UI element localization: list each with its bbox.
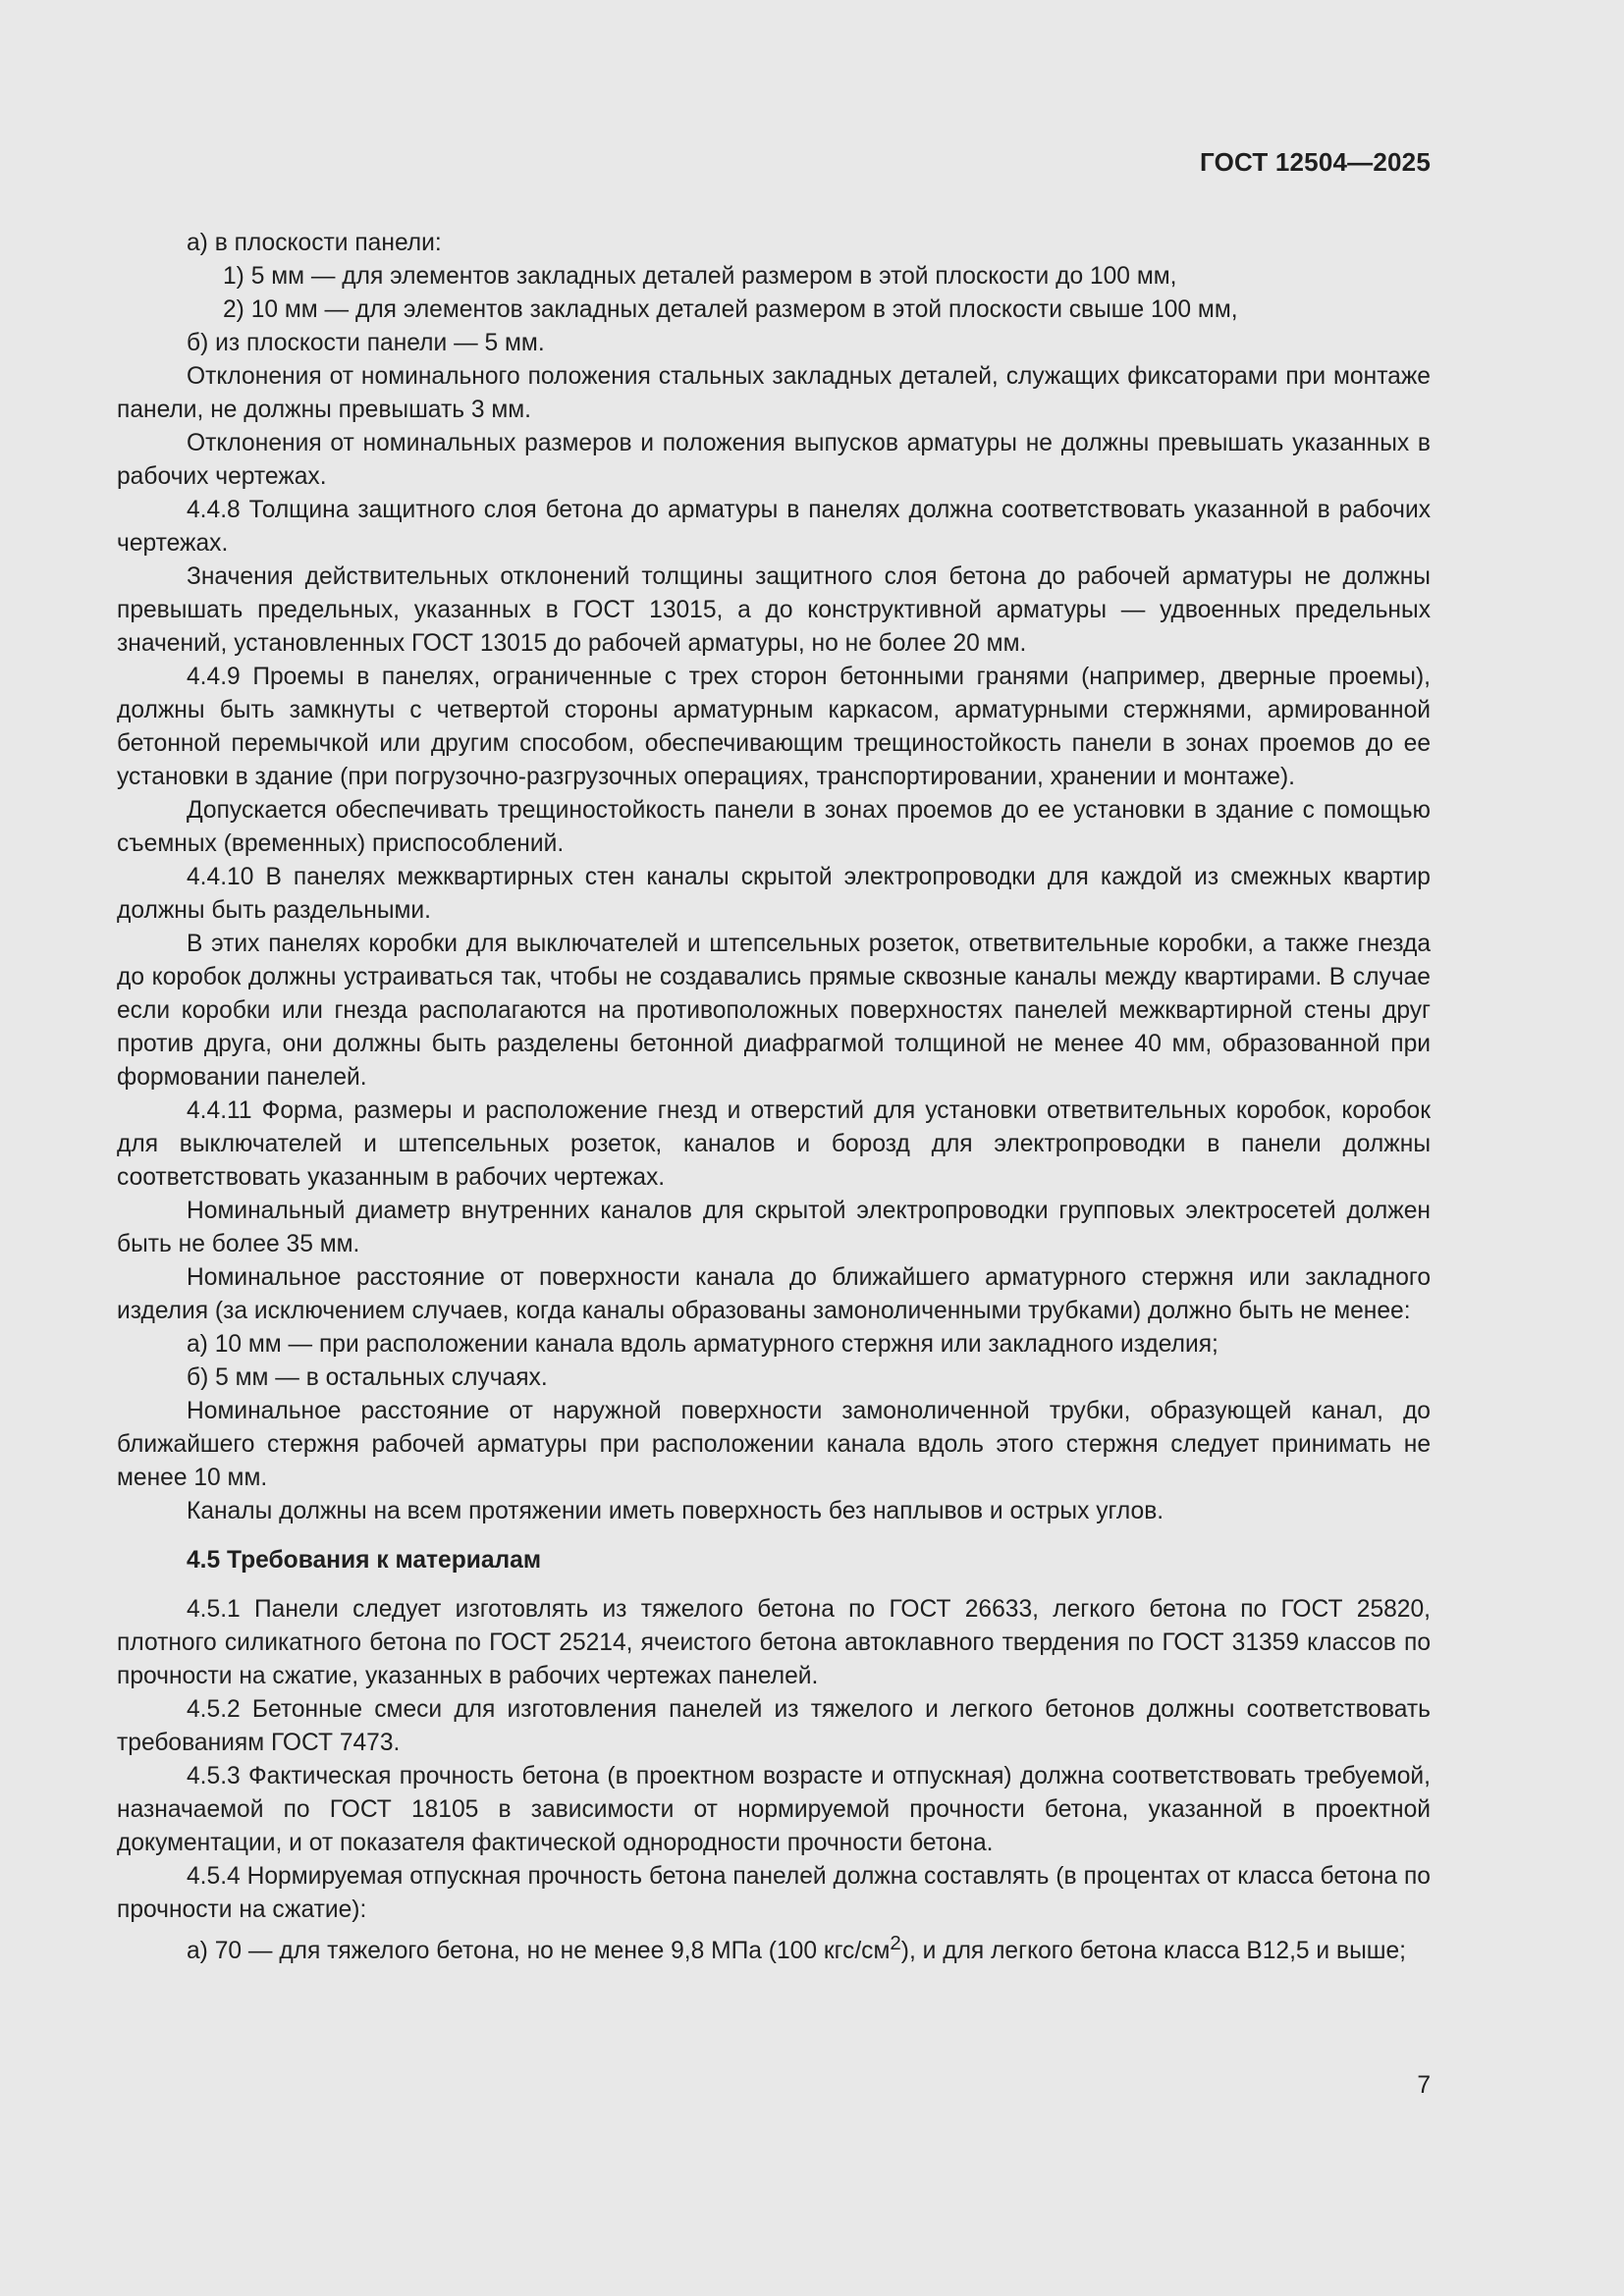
paragraph: Номинальное расстояние от поверхности канала до ближайшего арматурного стержня или закладного изделия (за исключением случаев, когда каналы образованы замоноличенными трубками) должно быть не менее: bbox=[117, 1264, 1431, 1324]
list-item: а) в плоскости панели: bbox=[187, 230, 442, 256]
paragraph-text: ), и для легкого бетона класса В12,5 и выше; bbox=[900, 1938, 1406, 1965]
paragraph: Допускается обеспечивать трещиностойкость панели в зонах проемов до ее установки в здание с помощью съемных (временных) приспособлений. bbox=[117, 797, 1431, 857]
paragraph: В этих панелях коробки для выключателей и штепсельных розеток, ответвительные коробки, а также гнезда до коробок должны устраиваться так, чтобы не создавались прямые сквозные каналы между квартирами. В случае если коробки или гнезда располагаются на противоположных поверхностях панелей межквартирной стены друг против друга, они должны быть разделены бетонной диафрагмой толщиной не менее 40 мм, образованной при формовании панелей. bbox=[117, 931, 1431, 1091]
paragraph-text: а) 70 — для тяжелого бетона, но не менее 9,8 МПа (100 кгс/см bbox=[187, 1938, 891, 1965]
paragraph: 4.5.4 Нормируемая отпускная прочность бетона панелей должна составлять (в процентах от класса бетона по прочности на сжатие): bbox=[117, 1863, 1431, 1923]
paragraph: 4.4.8 Толщина защитного слоя бетона до арматуры в панелях должна соответствовать указанной в рабочих чертежах. bbox=[117, 497, 1431, 557]
paragraph: Номинальное расстояние от наружной поверхности замоноличенной трубки, образующей канал, до ближайшего стержня рабочей арматуры при расположении канала вдоль этого стержня следует принимать не менее 10 мм. bbox=[117, 1398, 1431, 1491]
list-item: 1) 5 мм — для элементов закладных деталей размером в этой плоскости до 100 мм, bbox=[223, 263, 1177, 290]
section-heading: 4.5 Требования к материалам bbox=[187, 1547, 542, 1574]
list-item: б) 5 мм — в остальных случаях. bbox=[187, 1364, 548, 1391]
paragraph bbox=[117, 1927, 1431, 1968]
paragraph: Отклонения от номинальных размеров и положения выпусков арматуры не должны превышать указанных в рабочих чертежах. bbox=[117, 430, 1431, 490]
document-body bbox=[117, 227, 1431, 1968]
list-item: а) 10 мм — при расположении канала вдоль арматурного стержня или закладного изделия; bbox=[187, 1331, 1218, 1358]
list-item: 2) 10 мм — для элементов закладных деталей размером в этой плоскости свыше 100 мм, bbox=[223, 296, 1238, 323]
paragraph: Каналы должны на всем протяжении иметь поверхность без наплывов и острых углов. bbox=[187, 1498, 1164, 1524]
paragraph: 4.5.1 Панели следует изготовлять из тяжелого бетона по ГОСТ 26633, легкого бетона по ГОСТ 25820, плотного силикатного бетона по ГОСТ 25214, ячеистого бетона автоклавного твердения по ГОСТ 31359 классов по прочности на сжатие, указанных в рабочих чертежах панелей. bbox=[117, 1596, 1431, 1689]
paragraph: 4.4.11 Форма, размеры и расположение гнезд и отверстий для установки ответвительных коробок, коробок для выключателей и штепсельных розеток, каналов и борозд для электропроводки в панели должны соответствовать указанным в рабочих чертежах. bbox=[117, 1097, 1431, 1191]
paragraph: 4.4.9 Проемы в панелях, ограниченные с трех сторон бетонными гранями (например, дверные проемы), должны быть замкнуты с четвертой стороны арматурным каркасом, арматурными стержнями, армированной бетонной перемычкой или другим способом, обеспечивающим трещиностойкость панели в зонах проемов до ее установки в здание (при погрузочно-разгрузочных операциях, транспортировании, хранении и монтаже). bbox=[117, 664, 1431, 790]
paragraph: Номинальный диаметр внутренних каналов для скрытой электропроводки групповых электросетей должен быть не более 35 мм. bbox=[117, 1198, 1431, 1257]
document-header: ГОСТ 12504—2025 bbox=[1200, 147, 1431, 177]
paragraph: 4.4.10 В панелях межквартирных стен каналы скрытой электропроводки для каждой из смежных квартир должны быть раздельными. bbox=[117, 864, 1431, 924]
superscript: 2 bbox=[890, 1932, 901, 1954]
paragraph: 4.5.2 Бетонные смеси для изготовления панелей из тяжелого и легкого бетонов должны соответствовать требованиям ГОСТ 7473. bbox=[117, 1696, 1431, 1756]
page-number: 7 bbox=[1417, 2072, 1431, 2099]
paragraph: Значения действительных отклонений толщины защитного слоя бетона до рабочей арматуры не должны превышать предельных, указанных в ГОСТ 13015, а до конструктивной арматуры — удвоенных предельных значений, установленных ГОСТ 13015 до рабочей арматуры, но не более 20 мм. bbox=[117, 563, 1431, 657]
paragraph: 4.5.3 Фактическая прочность бетона (в проектном возрасте и отпускная) должна соответствовать требуемой, назначаемой по ГОСТ 18105 в зависимости от нормируемой прочности бетона, указанной в проектной документации, и от показателя фактической однородности прочности бетона. bbox=[117, 1763, 1431, 1856]
list-item: б) из плоскости панели — 5 мм. bbox=[187, 330, 545, 356]
paragraph: Отклонения от номинального положения стальных закладных деталей, служащих фиксаторами при монтаже панели, не должны превышать 3 мм. bbox=[117, 363, 1431, 423]
